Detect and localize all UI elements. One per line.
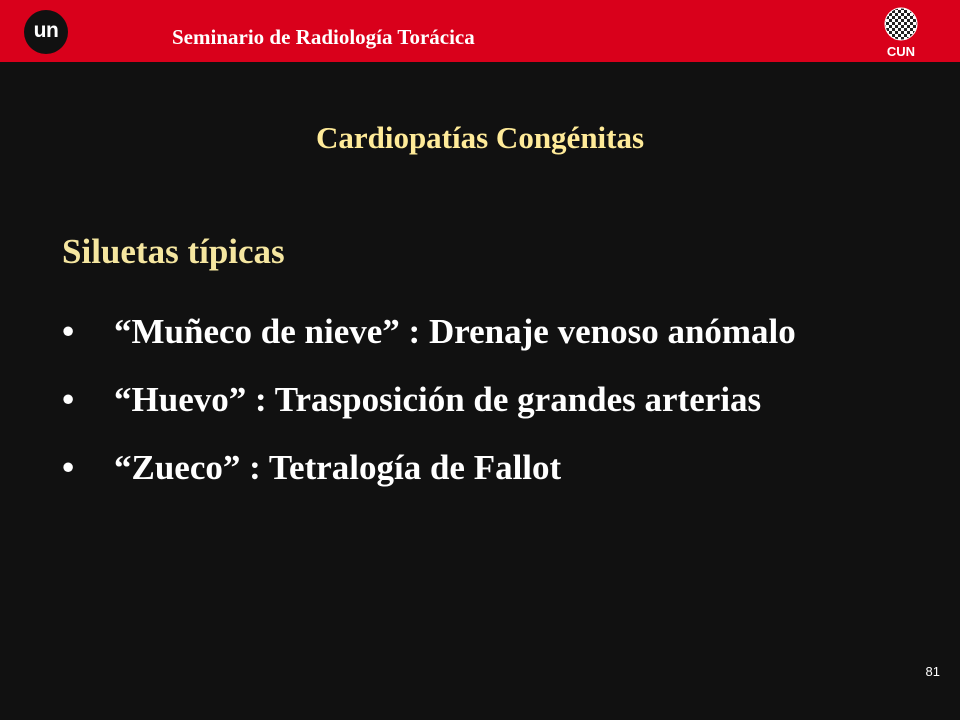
bullet-item xyxy=(62,302,922,362)
cun-logo-icon xyxy=(874,4,928,60)
bullet-marker: • xyxy=(62,380,75,419)
un-logo-text: un xyxy=(33,19,59,42)
bullet-marker: • xyxy=(62,312,75,351)
cun-logo-text: CUN xyxy=(886,44,916,59)
bullet-item xyxy=(62,370,922,430)
page-number: 81 xyxy=(925,664,940,679)
bullet-text: “Muñeco de nieve” : Drenaje venoso anómalo xyxy=(114,312,796,351)
bullet-list xyxy=(62,302,922,506)
slide-title: Cardiopatías Congénitas xyxy=(315,120,645,155)
bullet-text: “Huevo” : Trasposición de grandes arterias xyxy=(114,380,762,419)
bullet-item xyxy=(62,438,922,498)
header-title: Seminario de Radiología Torácica xyxy=(172,25,475,49)
bullet-text: “Zueco” : Tetralogía de Fallot xyxy=(114,448,562,487)
section-heading: Siluetas típicas xyxy=(62,232,285,271)
bullet-marker: • xyxy=(62,448,75,487)
cun-logo xyxy=(874,4,928,60)
header-bar xyxy=(0,0,960,62)
un-logo xyxy=(24,10,68,54)
